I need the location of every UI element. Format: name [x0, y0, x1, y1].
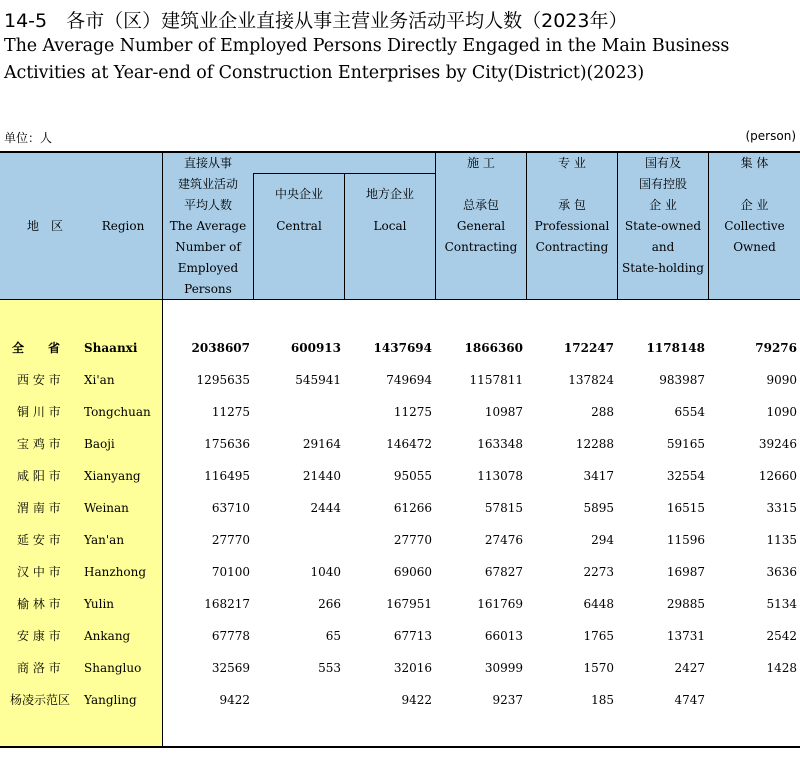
header-general-contracting: 施 工 总承包 General Contracting	[444, 156, 518, 254]
cell-total: 63710	[211, 501, 250, 515]
cell-professional: 137824	[568, 373, 614, 387]
cell-local: 95055	[393, 469, 432, 483]
cell-collective: 39246	[758, 437, 797, 451]
cell-total: 9422	[219, 693, 250, 707]
cell-state: 59165	[666, 437, 705, 451]
row-region-zh: 全 省	[12, 341, 61, 355]
row-region-en: Weinan	[84, 501, 129, 515]
cell-central: 600913	[290, 341, 341, 355]
cell-state: 16515	[666, 501, 705, 515]
cell-central: 553	[318, 661, 341, 675]
cell-state: 32554	[666, 469, 705, 483]
header-professional-contracting: 专 业 承 包 Professional Contracting	[534, 156, 610, 254]
cell-professional: 3417	[583, 469, 614, 483]
cell-local: 69060	[393, 565, 432, 579]
cell-state: 6554	[674, 405, 705, 419]
row-region-en: Hanzhong	[84, 565, 147, 579]
cell-state: 983987	[659, 373, 705, 387]
table-title-en-line2: Activities at Year-end of Construction Enterprises by City(District)(2023)	[4, 63, 645, 83]
row-region-en: Shangluo	[84, 661, 142, 675]
unit-label-en: (person)	[745, 129, 796, 143]
cell-professional: 1570	[583, 661, 614, 675]
row-region-en: Xianyang	[84, 469, 141, 483]
cell-total: 11275	[211, 405, 250, 419]
cell-general: 66013	[484, 629, 523, 643]
row-region-zh: 咸 阳 市	[17, 469, 61, 483]
cell-general: 67827	[484, 565, 523, 579]
cell-collective: 79276	[755, 341, 797, 355]
cell-collective: 1090	[766, 405, 797, 419]
cell-local: 27770	[393, 533, 432, 547]
row-region-zh: 渭 南 市	[17, 501, 61, 515]
row-region-en: Baoji	[84, 437, 115, 451]
header-collective: 集 体 企 业 Collective Owned	[724, 156, 785, 254]
cell-local: 749694	[386, 373, 432, 387]
cell-collective: 1135	[766, 533, 797, 547]
cell-professional: 6448	[583, 597, 614, 611]
cell-professional: 172247	[563, 341, 614, 355]
header-total: 直接从事 建筑业活动 平均人数 The Average Number of Employed Persons	[169, 156, 247, 296]
cell-professional: 12288	[575, 437, 614, 451]
cell-local: 1437694	[373, 341, 432, 355]
cell-collective: 1428	[766, 661, 797, 675]
cell-general: 161769	[477, 597, 523, 611]
cell-state: 11596	[666, 533, 705, 547]
cell-general: 1866360	[464, 341, 523, 355]
cell-professional: 1765	[583, 629, 614, 643]
cell-collective: 3315	[766, 501, 797, 515]
cell-local: 11275	[393, 405, 432, 419]
row-region-zh: 杨凌示范区	[10, 693, 71, 707]
cell-total: 67778	[211, 629, 250, 643]
table-bottom-rule	[0, 746, 800, 748]
row-region-en: Yulin	[84, 597, 115, 611]
cell-collective: 12660	[758, 469, 797, 483]
row-region-zh: 榆 林 市	[17, 597, 61, 611]
cell-general: 27476	[484, 533, 523, 547]
cell-collective: 9090	[766, 373, 797, 387]
cell-central: 266	[318, 597, 341, 611]
cell-state: 13731	[666, 629, 705, 643]
row-region-en: Ankang	[84, 629, 131, 643]
cell-total: 1295635	[196, 373, 250, 387]
row-region-en: Yan'an	[84, 533, 125, 547]
cell-general: 113078	[477, 469, 523, 483]
cell-local: 61266	[393, 501, 432, 515]
header-local: 地方企业 Local	[365, 187, 414, 233]
cell-general: 30999	[484, 661, 523, 675]
cell-total: 2038607	[191, 341, 250, 355]
cell-central: 2444	[310, 501, 341, 515]
unit-label-zh: 单位：人	[4, 131, 53, 145]
cell-local: 9422	[401, 693, 432, 707]
cell-professional: 288	[591, 405, 614, 419]
row-region-zh: 商 洛 市	[17, 661, 61, 675]
table-title-zh: 14-5 各市（区）建筑业企业直接从事主营业务活动平均人数（2023年）	[4, 10, 628, 32]
cell-state: 29885	[666, 597, 705, 611]
cell-collective: 5134	[766, 597, 797, 611]
cell-local: 167951	[386, 597, 432, 611]
cell-central: 1040	[310, 565, 341, 579]
cell-collective: 3636	[766, 565, 797, 579]
cell-state: 16987	[666, 565, 705, 579]
row-region-zh: 安 康 市	[17, 629, 61, 643]
cell-collective: 2542	[766, 629, 797, 643]
row-region-zh: 西 安 市	[17, 373, 61, 387]
cell-total: 116495	[204, 469, 250, 483]
cell-general: 1157811	[469, 373, 523, 387]
header-bottom-rule	[0, 299, 800, 300]
cell-state: 2427	[674, 661, 705, 675]
cell-central: 29164	[302, 437, 341, 451]
cell-general: 10987	[484, 405, 523, 419]
cell-professional: 2273	[583, 565, 614, 579]
row-region-en: Yangling	[84, 693, 137, 707]
cell-general: 163348	[477, 437, 523, 451]
cell-professional: 294	[591, 533, 614, 547]
row-region-zh: 延 安 市	[17, 533, 61, 547]
cell-state: 1178148	[646, 341, 705, 355]
cell-total: 27770	[211, 533, 250, 547]
row-region-en: Xi'an	[84, 373, 115, 387]
cell-total: 32569	[211, 661, 250, 675]
cell-state: 4747	[674, 693, 705, 707]
row-region-en: Shaanxi	[84, 341, 138, 355]
cell-local: 32016	[393, 661, 432, 675]
table-title-en-line1: The Average Number of Employed Persons Directly Engaged in the Main Business	[4, 36, 730, 56]
region-column-highlight	[0, 300, 162, 746]
cell-general: 9237	[492, 693, 523, 707]
cell-total: 70100	[211, 565, 250, 579]
row-region-zh: 宝 鸡 市	[17, 437, 61, 451]
header-state-owned: 国有及 国有控股 企 业 State-owned and State-holding	[622, 156, 704, 275]
cell-central: 65	[325, 629, 341, 643]
cell-general: 57815	[484, 501, 523, 515]
cell-local: 146472	[386, 437, 432, 451]
header-region-zh: 地 区	[26, 219, 63, 233]
row-region-en: Tongchuan	[84, 405, 151, 419]
cell-professional: 185	[591, 693, 614, 707]
cell-central: 21440	[302, 469, 341, 483]
cell-central: 545941	[295, 373, 341, 387]
header-region-en: Region	[101, 219, 145, 233]
cell-professional: 5895	[583, 501, 614, 515]
cell-local: 67713	[393, 629, 432, 643]
header-central: 中央企业 Central	[274, 187, 323, 233]
row-region-zh: 铜 川 市	[17, 405, 61, 419]
cell-total: 168217	[204, 597, 250, 611]
cell-total: 175636	[204, 437, 250, 451]
row-region-zh: 汉 中 市	[17, 565, 61, 579]
